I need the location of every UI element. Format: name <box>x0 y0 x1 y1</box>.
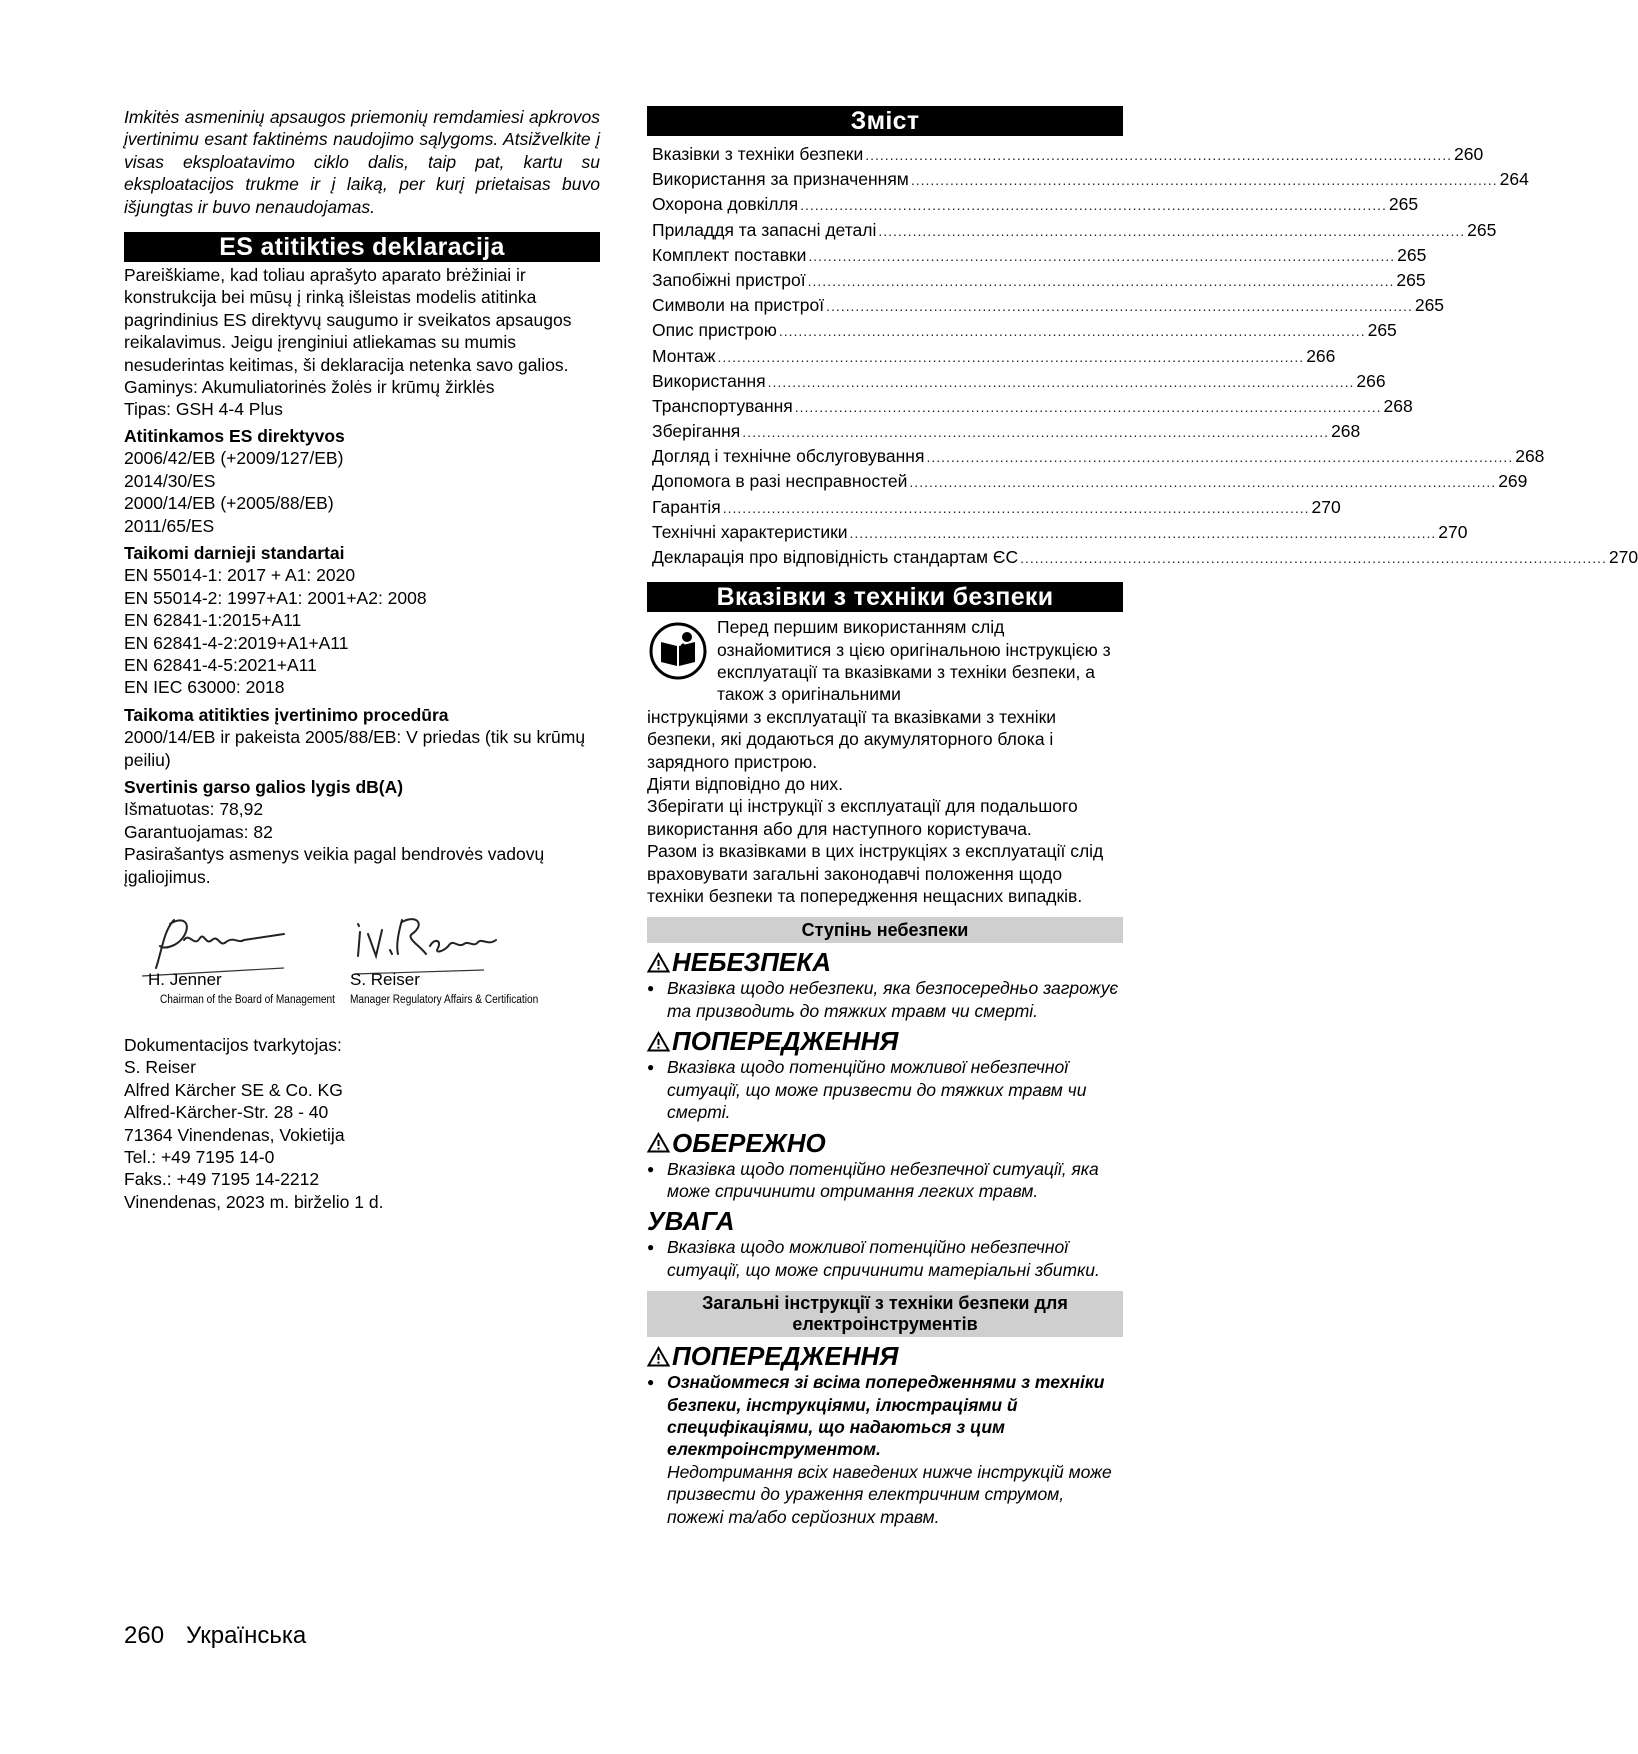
directive-item: 2000/14/EB (+2005/88/EB) <box>124 493 334 514</box>
legal-note: Разом із вказівками в цих інструкціях з експлуатації слід враховувати загальні законодавчі положення щодо техніки безпеки та попередження нещасних випадків. <box>647 841 1104 907</box>
signatories-note: Pasirašantys asmenys veikia pagal bendrovės vadovų įgaliojimus. <box>124 844 545 887</box>
right-column <box>647 106 1638 1528</box>
hazard-text: ● Вказівка щодо потенційно можливої небезпечної ситуації, що може призвести до тяжких травм чи смерті. <box>647 1056 1123 1123</box>
toc-entry <box>647 545 1638 570</box>
sound-title: Svertinis garso galios lygis dB(A) <box>124 776 404 797</box>
standard-item: EN 62841-4-2:2019+A1+A11 <box>124 632 349 653</box>
toc-entry-page: 268 <box>1515 446 1545 467</box>
toc-entry-page: 265 <box>1388 194 1419 215</box>
toc-entry-label: Допомога в разі несправностей <box>652 471 908 492</box>
signature-jenner <box>134 910 335 1006</box>
contact-line: Alfred-Kärcher-Str. 28 - 40 <box>124 1102 329 1123</box>
toc-entry-label: Вказівки з техніки безпеки <box>652 144 864 164</box>
toc-entry-label: Опис пристрою <box>652 320 777 341</box>
signature-reiser <box>346 910 539 1006</box>
toc-leader-dots: ........................................................................................................................ <box>722 499 1310 516</box>
standards-list <box>124 564 600 698</box>
hazard-danger <box>647 947 1123 1022</box>
toc-entry <box>647 142 1484 167</box>
toc-leader-dots: ........................................................................................................................ <box>865 147 1453 163</box>
toc-entry-label: Монтаж <box>652 345 716 366</box>
contact-line: Tel.: +49 7195 14-0 <box>124 1147 275 1168</box>
standard-item: EN 62841-4-5:2021+A11 <box>124 654 317 675</box>
toc-leader-dots: ........................................................................................................................ <box>778 323 1366 340</box>
warning-triangle-icon <box>647 1031 670 1052</box>
warning-triangle-icon <box>647 1346 670 1367</box>
declaration-title: ES atitikties deklaracija <box>124 232 600 262</box>
toc-leader-dots: ........................................................................................................................ <box>807 272 1395 289</box>
page-number: 260 <box>124 1622 165 1649</box>
directive-item: 2011/65/ES <box>124 515 215 536</box>
standards-title: Taikomi darnieji standartai <box>124 542 345 563</box>
toc-entry-page: 264 <box>1499 169 1529 190</box>
toc-leader-dots: ........................................................................................................................ <box>1020 550 1607 566</box>
hazard-title-text: ПОПЕРЕДЖЕННЯ <box>672 1341 899 1372</box>
general-warning <box>647 1341 1123 1528</box>
hazard-title-text: УВАГА <box>647 1206 735 1237</box>
hazard-text: ● Вказівка щодо потенційно небезпечної ситуації, яка може спричинити отримання легких травм. <box>647 1158 1123 1203</box>
read-manual-icon <box>649 622 707 680</box>
intro-italic: Imkitės asmeninių apsaugos priemonių remdamiesi apkrovos įvertinimu esant faktinėms naudojimo sąlygoms. Atsižvelkite į visas eksploatavimo ciklo dalis, taip pat, kartu su eksploatacijos trukme ir į laiką, per kurį prietaisas buvo išjungtas ir buvo nenaudojamas. <box>124 107 600 217</box>
toc-leader-dots: ........................................................................................................................ <box>800 197 1387 214</box>
hazard-text: ● Вказівка щодо небезпеки, яка безпосередньо загрожує та призводить до тяжких травм чи смерті. <box>647 977 1123 1022</box>
toc-entry <box>647 268 1426 293</box>
toc-entry-page: 268 <box>1331 421 1361 442</box>
general-safety-title: Загальні інструкції з техніки безпеки для електроінструментів <box>647 1291 1123 1337</box>
signer-name: S. Reiser <box>350 970 420 989</box>
toc-entry <box>647 419 1361 444</box>
procedure-title: Taikoma atitikties įvertinimo procedūra <box>124 704 449 725</box>
toc-entry <box>647 469 1528 494</box>
toc-leader-dots: ........................................................................................................................ <box>878 222 1466 239</box>
hazard-warning <box>647 1026 1123 1123</box>
toc-entry-page: 266 <box>1306 345 1336 366</box>
toc-leader-dots: ........................................................................................................................ <box>826 298 1413 315</box>
contact-line: Faks.: +49 7195 14-2212 <box>124 1169 320 1190</box>
toc-entry <box>647 218 1497 243</box>
toc-entry-label: Зберігання <box>652 421 741 442</box>
signer-role: Manager Regulatory Affairs & Certification <box>350 994 539 1006</box>
toc-entry <box>647 318 1397 343</box>
toc-entry <box>647 394 1413 419</box>
toc-leader-dots: ........................................................................................................................ <box>794 398 1382 415</box>
toc-leader-dots: ........................................................................................................................ <box>926 449 1514 466</box>
hazard-caution <box>647 1128 1123 1203</box>
hazard-notice <box>647 1206 1123 1281</box>
toc-entry-page: 265 <box>1397 244 1427 265</box>
left-column <box>124 106 600 1213</box>
hazard-title <box>647 1341 1123 1371</box>
toc-entry <box>647 369 1386 394</box>
toc-leader-dots: ........................................................................................................................ <box>849 524 1437 541</box>
toc-entry-page: 268 <box>1383 395 1413 416</box>
toc-leader-dots: ........................................................................................................................ <box>717 348 1305 365</box>
act-accordingly: Діяти відповідно до них. <box>647 774 843 795</box>
general-warning-bold: ● Ознайомтеся зі всіма попередженнями з техніки безпеки, інструкціями, ілюстраціями й специфікаціями, що надаються з цим електроінструментом. <box>647 1371 1123 1461</box>
directives-list <box>124 447 600 537</box>
safety-intro <box>647 612 1123 773</box>
toc-entry-label: Використання <box>652 370 766 391</box>
signature-block <box>124 910 600 1030</box>
safety-intro-hang: Перед першим використанням слід ознайомитися з цією оригінальною інструкцією з експлуатації та вказівками з техніки безпеки, а також з оригінальними <box>717 617 1111 705</box>
procedure-text: 2000/14/EB ir pakeista 2005/88/EB: V priedas (tik su krūmų peiliu) <box>124 727 586 770</box>
toc-entry-page: 269 <box>1498 471 1528 492</box>
sound-guaranteed: Garantuojamas: 82 <box>124 821 273 842</box>
toc-entry-page: 265 <box>1396 269 1426 290</box>
table-of-contents <box>647 142 1638 570</box>
toc-entry <box>647 293 1445 318</box>
directive-item: 2006/42/EB (+2009/127/EB) <box>124 448 344 469</box>
keep-instructions: Зберігати ці інструкції з експлуатації для подальшого використання або для наступного користувача. <box>647 796 1078 839</box>
hazard-levels-title: Ступінь небезпеки <box>647 917 1123 943</box>
toc-entry <box>647 344 1336 369</box>
toc-entry <box>647 495 1341 520</box>
toc-entry <box>647 167 1529 192</box>
directive-item: 2014/30/ES <box>124 470 216 491</box>
toc-entry-label: Транспортування <box>652 395 793 416</box>
toc-entry-label: Запобіжні пристрої <box>652 269 806 290</box>
toc-entry-page: 270 <box>1608 547 1638 567</box>
toc-entry <box>647 444 1545 469</box>
hazard-title <box>647 1128 1123 1158</box>
toc-entry-label: Догляд і технічне обслуговування <box>652 446 925 467</box>
toc-entry-label: Гарантія <box>652 496 721 517</box>
toc-entry-page: 270 <box>1311 496 1341 517</box>
safety-intro-rest: інструкціями з експлуатації та вказівками з техніки безпеки, які додаються до акумуляторного блока і зарядного пристрою. <box>647 706 1057 772</box>
contact-line: 71364 Vinendenas, Vokietija <box>124 1124 345 1145</box>
safety-title: Вказівки з техніки безпеки <box>647 582 1123 612</box>
standard-item: EN 55014-2: 1997+A1: 2001+A2: 2008 <box>124 587 427 608</box>
toc-entry-label: Технічні характеристики <box>652 521 848 542</box>
type-line: Tipas: GSH 4-4 Plus <box>124 399 283 420</box>
toc-leader-dots: ........................................................................................................................ <box>910 172 1498 189</box>
toc-entry-label: Комплект поставки <box>652 244 807 265</box>
footer-language: Українська <box>186 1622 307 1649</box>
product-line: Gaminys: Akumuliatorinės žolės ir krūmų žirklės <box>124 377 495 398</box>
hazard-title <box>647 1206 1123 1236</box>
signer-name: H. Jenner <box>148 970 222 989</box>
general-warning-text: Недотримання всіх наведених нижче інструкцій може призвести до ураження електричним струмом, пожежі та/або серйозних травм. <box>667 1461 1112 1527</box>
toc-entry-page: 260 <box>1454 144 1484 164</box>
toc-entry-page: 265 <box>1414 295 1445 316</box>
hazard-text: ● Вказівка щодо можливої потенційно небезпечної ситуації, що може спричинити матеріальні збитки. <box>647 1236 1123 1281</box>
toc-entry-label: Приладдя та запасні деталі <box>652 219 877 240</box>
warning-triangle-icon <box>647 1132 670 1153</box>
page-footer <box>124 1622 328 1650</box>
standard-item: EN IEC 63000: 2018 <box>124 677 285 698</box>
hazard-title <box>647 947 1123 977</box>
contact-line: Dokumentacijos tvarkytojas: <box>124 1035 342 1055</box>
toc-entry <box>647 520 1468 545</box>
contact-line: Alfred Kärcher SE & Co. KG <box>124 1079 343 1100</box>
toc-leader-dots: ........................................................................................................................ <box>742 424 1330 441</box>
toc-entry-label: Охорона довкілля <box>652 194 799 215</box>
warning-triangle-icon <box>647 952 670 973</box>
toc-entry-page: 265 <box>1367 320 1397 341</box>
directives-title: Atitinkamos ES direktyvos <box>124 425 345 446</box>
toc-leader-dots: ........................................................................................................................ <box>808 247 1396 264</box>
toc-entry <box>647 243 1427 268</box>
toc-title: Зміст <box>647 106 1123 136</box>
hazard-title-text: ПОПЕРЕДЖЕННЯ <box>672 1026 899 1057</box>
toc-leader-dots: ........................................................................................................................ <box>909 474 1497 491</box>
hazard-title-text: НЕБЕЗПЕКА <box>672 947 832 978</box>
hazard-title <box>647 1026 1123 1056</box>
sound-measured: Išmatuotas: 78,92 <box>124 799 264 820</box>
signer-role: Chairman of the Board of Management <box>160 994 335 1006</box>
standard-item: EN 62841-1:2015+A11 <box>124 610 302 631</box>
contact-line: S. Reiser <box>124 1057 196 1078</box>
toc-entry-label: Використання за призначенням <box>652 169 909 190</box>
hazard-title-text: ОБЕРЕЖНО <box>672 1127 826 1158</box>
declaration-text: Pareiškiame, kad toliau aprašyto aparato brėžiniai ir konstrukcija bei mūsų į rinką išleistas modelis atitinka pagrindinius ES direktyvų saugumo ir sveikatos apsaugos reikalavimus. Jeigu įrenginiui atliekamas su mumis nesuderintas keitimas, ši deklaracija netenka savo galios. <box>124 265 572 375</box>
toc-entry-label: Символи на пристрої <box>652 295 825 316</box>
toc-entry-label: Декларація про відповідність стандартам ЄС <box>652 547 1019 567</box>
toc-entry-page: 266 <box>1356 370 1386 391</box>
contact-line: Vinendenas, 2023 m. birželio 1 d. <box>124 1191 384 1212</box>
toc-entry-page: 270 <box>1438 521 1468 542</box>
toc-entry-page: 265 <box>1467 219 1497 240</box>
toc-entry <box>647 192 1419 217</box>
contact-block <box>124 1034 600 1213</box>
standard-item: EN 55014-1: 2017 + A1: 2020 <box>124 565 356 586</box>
toc-leader-dots: ........................................................................................................................ <box>767 373 1355 390</box>
